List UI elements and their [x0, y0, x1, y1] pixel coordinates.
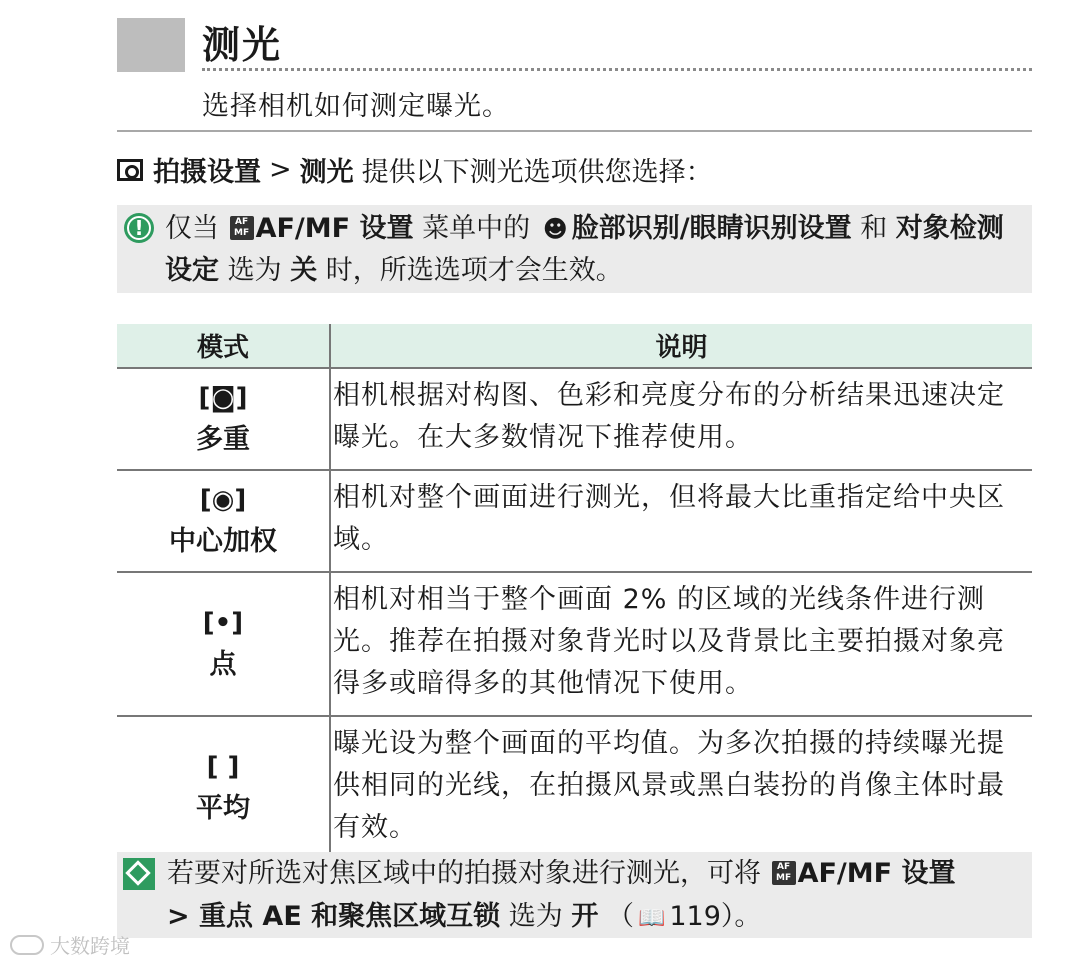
- caution-bold-3: 对象检测设定: [165, 213, 1004, 286]
- mode-name: 多重: [196, 423, 250, 455]
- metering-table: [117, 324, 1032, 859]
- watermark: [10, 930, 130, 959]
- spot-metering-icon: [•]: [202, 607, 244, 638]
- header-description: 说明: [330, 324, 1032, 368]
- note-text-4: ）。: [720, 901, 762, 932]
- note-text-3: （: [606, 901, 634, 932]
- center-weighted-icon: [◉]: [199, 484, 247, 515]
- mode-cell: [117, 716, 330, 859]
- header-mode: 模式: [117, 324, 330, 368]
- mode-name: 点: [209, 648, 237, 680]
- note-text-2: 选为: [508, 901, 563, 932]
- mode-description: 相机对整个画面进行测光，但将最大比重指定给中央区域。: [330, 470, 1032, 572]
- title-marker-block: [117, 18, 185, 72]
- menu-path: [117, 150, 713, 189]
- page-title: 测光: [202, 23, 283, 67]
- page-subtitle: 选择相机如何测定曝光。: [202, 91, 510, 122]
- caution-text-3: 和: [860, 213, 888, 244]
- average-metering-icon: [ ]: [206, 751, 240, 782]
- caution-icon: !: [124, 213, 154, 243]
- note-bold-1: AF/MF 设置 > 重点 AE 和聚焦区域互锁: [167, 858, 956, 932]
- mode-cell: [117, 572, 330, 716]
- camera-icon: [117, 159, 143, 181]
- caution-text-4: 选为: [227, 255, 282, 286]
- page-reference[interactable]: 119: [669, 901, 721, 932]
- table-row: [117, 470, 1032, 572]
- caution-bold-2: 脸部识别/眼睛识别设置: [571, 213, 852, 244]
- mode-description: 相机根据对构图、色彩和亮度分布的分析结果迅速决定曝光。在大多数情况下推荐使用。: [330, 368, 1032, 470]
- caution-text-2: 菜单中的: [422, 213, 531, 244]
- mode-description: 相机对相当于整个画面 2% 的区域的光线条件进行测光。推荐在拍摄对象背光时以及背景比主要拍摄对象亮得多或暗得多的其他情况下使用。: [330, 572, 1032, 716]
- af-mf-icon: AF MF: [772, 861, 796, 885]
- table-row: [117, 368, 1032, 470]
- mode-description: 曝光设为整个画面的平均值。为多次拍摄的持续曝光提供相同的光线，在拍摄风景或黑白装扮的肖像主体时最有效。: [333, 728, 1005, 843]
- mode-name: 中心加权: [169, 525, 277, 557]
- table-row: [117, 572, 1032, 716]
- af-mf-icon: AF MF: [230, 216, 254, 240]
- multi-metering-icon: [◙]: [198, 382, 248, 413]
- note-box: [117, 852, 1032, 938]
- menu-item-name: 测光: [299, 157, 354, 188]
- caution-text: [165, 208, 1030, 292]
- path-separator: >: [269, 154, 292, 185]
- title-dotted-rule: [202, 68, 1032, 71]
- menu-name: 拍摄设置: [153, 157, 261, 188]
- watermark-text: 大数跨境: [50, 934, 130, 958]
- table-header-row: [117, 324, 1032, 368]
- table-row: [117, 716, 1032, 859]
- mode-cell: [117, 470, 330, 572]
- caution-text-1: 仅当: [165, 213, 219, 244]
- section-divider: [117, 130, 1032, 132]
- note-text: [167, 852, 987, 940]
- caution-box: [117, 205, 1032, 293]
- note-bold-2: 开: [571, 901, 599, 932]
- watermark-logo-icon: [10, 935, 44, 955]
- caution-text-5: 时，所选选项才会生效。: [325, 255, 623, 286]
- mode-name: 平均: [196, 792, 250, 824]
- book-icon: 📖: [637, 906, 666, 931]
- path-description: 提供以下测光选项供您选择：: [361, 157, 713, 188]
- note-icon: [123, 858, 155, 890]
- caution-bold-1: AF/MF 设置: [255, 213, 414, 244]
- face-eye-icon: ☻: [542, 215, 568, 243]
- caution-bold-4: 关: [290, 255, 318, 286]
- note-text-1: 若要对所选对焦区域中的拍摄对象进行测光，可将: [167, 858, 761, 889]
- mode-cell: [117, 368, 330, 470]
